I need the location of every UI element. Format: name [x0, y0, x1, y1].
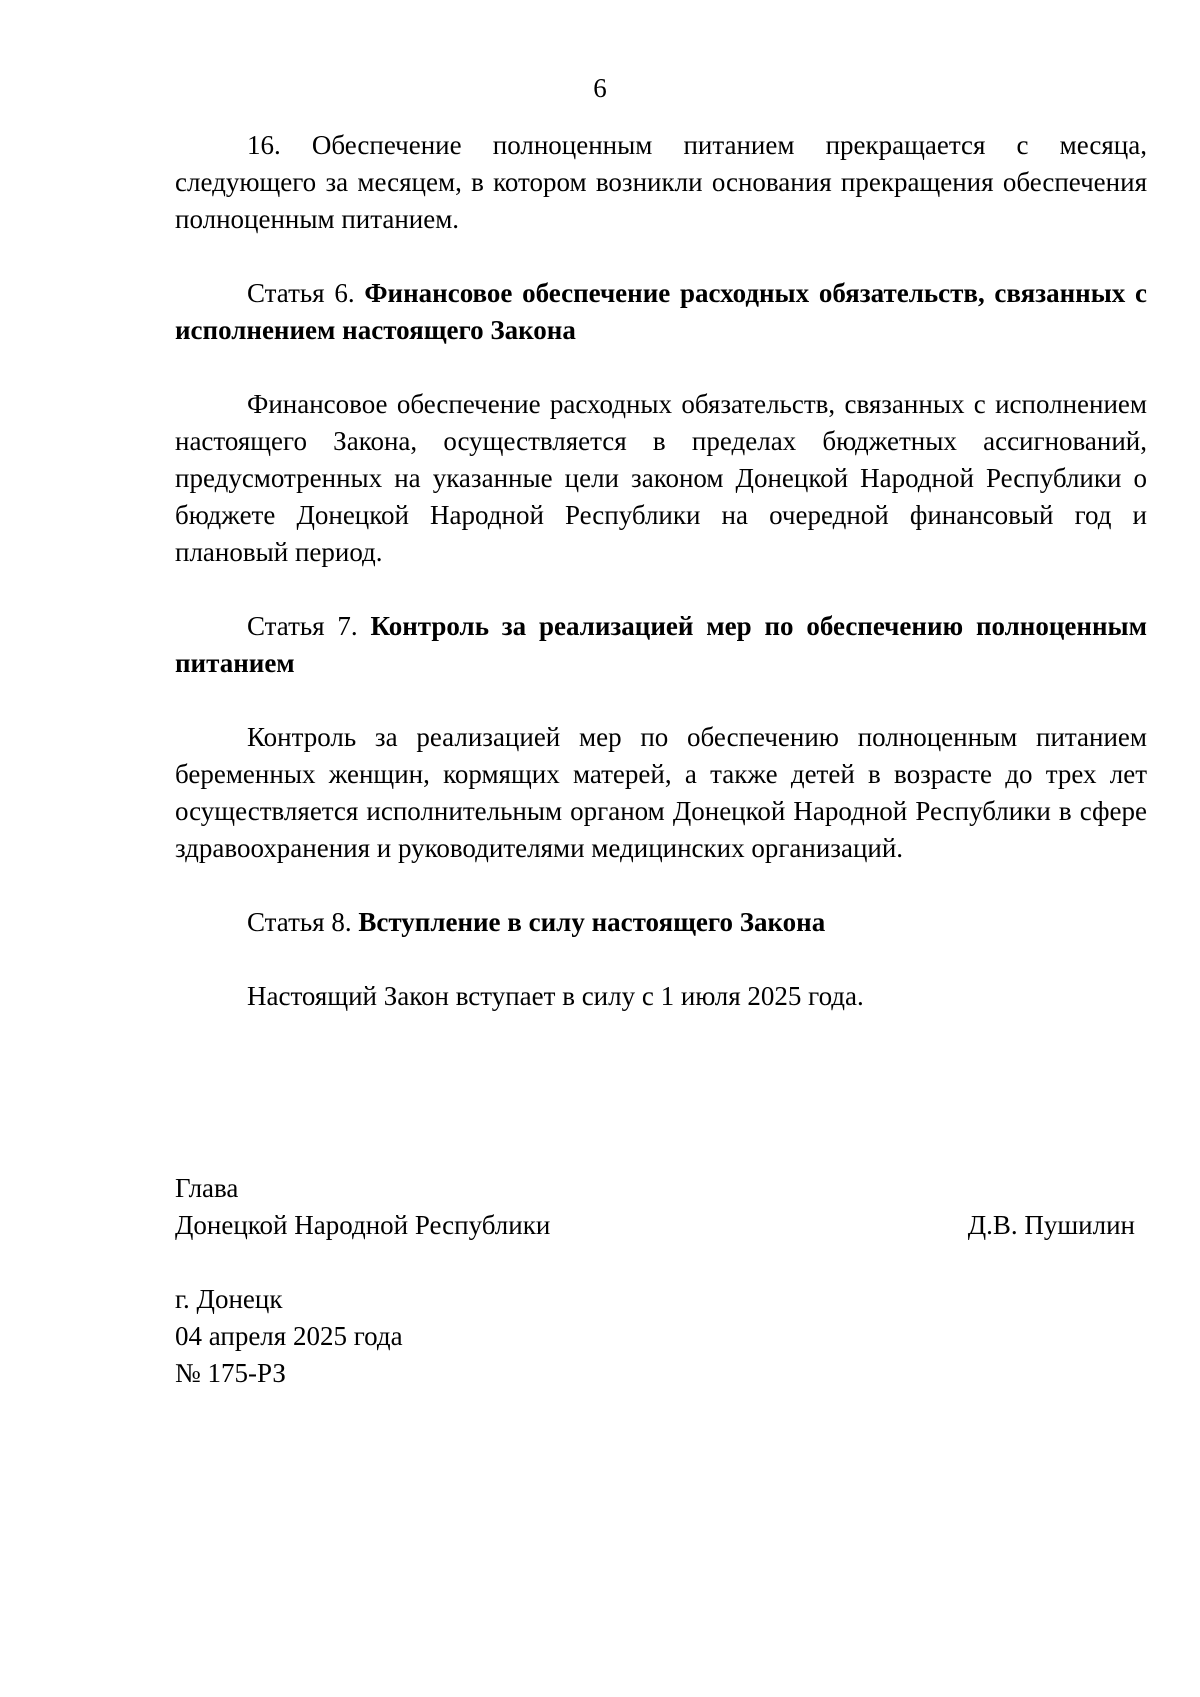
footer-city: г. Донецк — [175, 1284, 283, 1314]
article-8-label: Статья 8. — [247, 907, 352, 937]
signatory-name: Д.В. Пушилин — [967, 1210, 1135, 1240]
signatory-line — [175, 1207, 1135, 1244]
signatory-position-line1: Глава — [175, 1173, 239, 1203]
article-6-heading — [175, 275, 1147, 349]
article-7-body: Контроль за реализацией мер по обеспечению полноценным питанием беременных женщин, кормящих матерей, а также детей в возрасте до трех лет осуществляется исполнительным органом Донецкой Народной Республики в сфере здравоохранения и руководителями медицинских организаций. — [175, 722, 1147, 863]
article-7-label: Статья 7. — [247, 611, 358, 641]
article-8-heading — [175, 904, 1147, 941]
footer-number: № 175-РЗ — [175, 1358, 286, 1388]
article-7-title: Контроль за реализацией мер по обеспечению полноценным питанием — [175, 611, 1147, 678]
document-footer — [175, 1281, 775, 1392]
article-8-title: Вступление в силу настоящего Закона — [358, 907, 826, 937]
article-6-label: Статья 6. — [247, 278, 355, 308]
article-6-body: Финансовое обеспечение расходных обязательств, связанных с исполнением настоящего Закона, осуществляется в пределах бюджетных ассигнований, предусмотренных на указанные цели законом Донецкой Народной Республики о бюджете Донецкой Народной Республики на очередной финансовый год и плановый период. — [175, 389, 1147, 567]
clause-16: 16. Обеспечение полноценным питанием прекращается с месяца, следующего за месяцем, в котором возникли основания прекращения обеспечения полноценным питанием. — [175, 130, 1147, 234]
document-body — [175, 127, 1147, 1015]
signatory-position-line2: Донецкой Народной Республики — [175, 1210, 551, 1240]
article-8-body: Настоящий Закон вступает в силу с 1 июля 2025 года. — [247, 981, 864, 1011]
footer-date: 04 апреля 2025 года — [175, 1321, 403, 1351]
article-7-heading — [175, 608, 1147, 682]
article-6-title: Финансовое обеспечение расходных обязательств, связанных с исполнением настоящего Закона — [175, 278, 1148, 345]
signature-block — [175, 1170, 1147, 1244]
page-number: 6 — [593, 73, 607, 103]
